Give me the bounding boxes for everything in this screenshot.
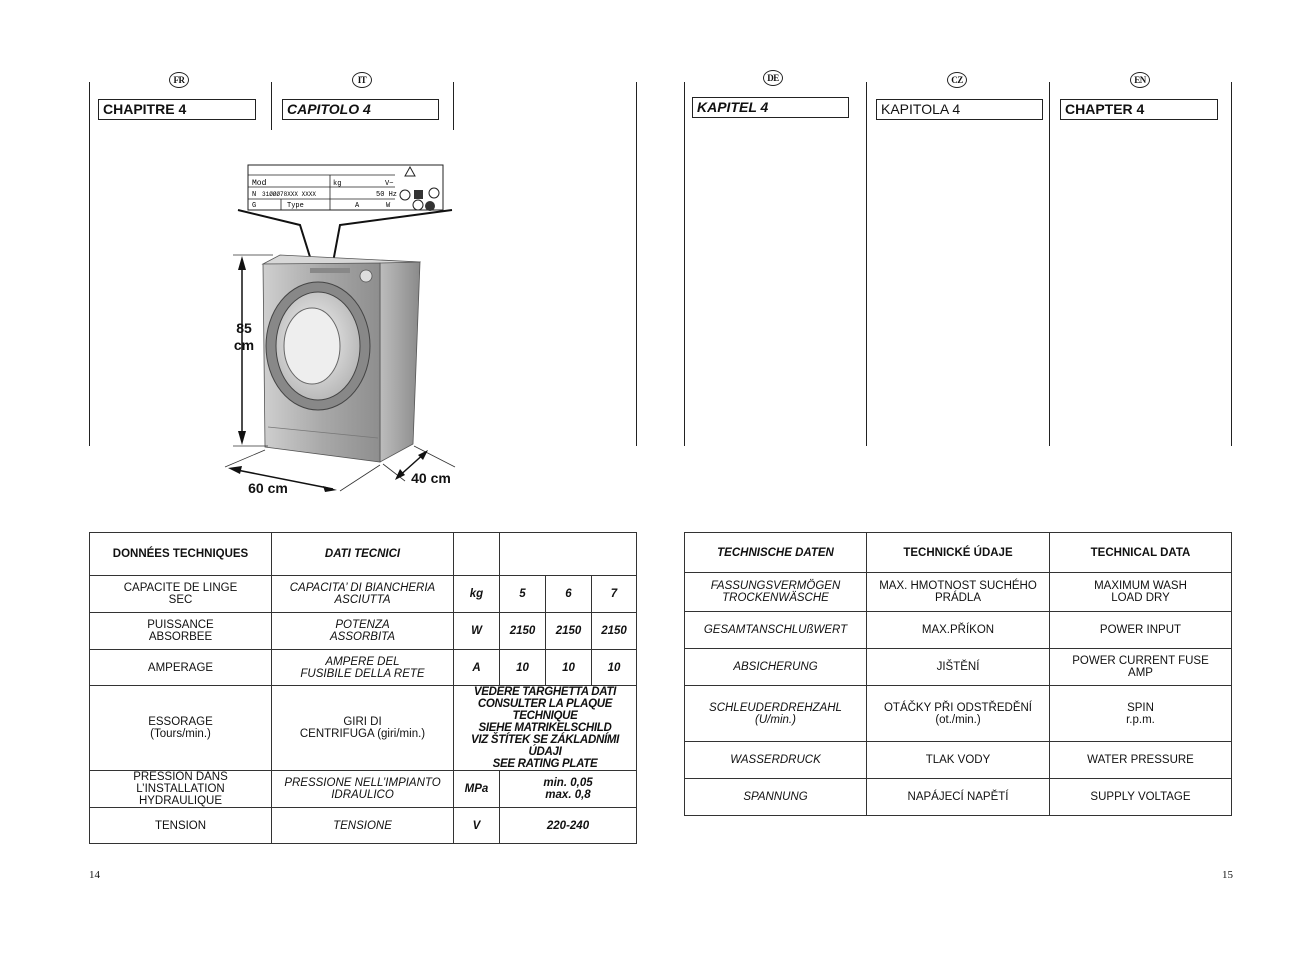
header-de: TECHNISCHE DATEN bbox=[685, 533, 867, 573]
plate-v-label: V~ bbox=[385, 180, 394, 188]
cell-value: 2150 bbox=[546, 613, 592, 650]
flag-en-icon: EN bbox=[1130, 72, 1150, 88]
table-row bbox=[90, 576, 637, 613]
cell-value: 7 bbox=[592, 576, 637, 613]
header-unit-empty bbox=[454, 533, 500, 576]
header-cz: TECHNICKÉ ÚDAJE bbox=[867, 533, 1050, 573]
cell-it: AMPERE DEL FUSIBILE DELLA RETE bbox=[272, 650, 454, 686]
safety-mark-icon bbox=[425, 201, 435, 211]
chapter-it: CAPITOLO 4 bbox=[282, 99, 439, 120]
cell-de: WASSERDRUCK bbox=[685, 742, 867, 779]
header-it: DATI TECNICI bbox=[272, 533, 454, 576]
left-column-divider-1 bbox=[89, 82, 90, 446]
cell-value: 2150 bbox=[592, 613, 637, 650]
cell-it: TENSIONE bbox=[272, 808, 454, 844]
cell-unit: V bbox=[454, 808, 500, 844]
plate-type-label: Type bbox=[287, 202, 304, 210]
cell-it: POTENZA ASSORBITA bbox=[272, 613, 454, 650]
left-column-divider-2 bbox=[271, 82, 272, 130]
cell-unit: MPa bbox=[454, 771, 500, 808]
left-column-divider-3 bbox=[453, 82, 454, 130]
cell-value: 2150 bbox=[500, 613, 546, 650]
cell-value: 10 bbox=[546, 650, 592, 686]
chapter-en: CHAPTER 4 bbox=[1060, 99, 1218, 120]
cell-en: SUPPLY VOLTAGE bbox=[1050, 779, 1232, 816]
plate-serial-prefix: N bbox=[252, 191, 257, 199]
cell-cz: NAPÁJECÍ NAPĚTÍ bbox=[867, 779, 1050, 816]
plate-g-label: G bbox=[252, 202, 257, 210]
cell-de: SPANNUNG bbox=[685, 779, 867, 816]
cell-cz: MAX.PŘÍKON bbox=[867, 612, 1050, 649]
table-header-row bbox=[685, 533, 1232, 573]
plate-kg-label: kg bbox=[333, 180, 342, 188]
height-dimension-label: 85 cm bbox=[233, 320, 255, 353]
cell-cz: JIŠTĚNÍ bbox=[867, 649, 1050, 686]
flag-it-icon: IT bbox=[352, 72, 372, 88]
table-row bbox=[685, 742, 1232, 779]
cell-fr: ESSORAGE (Tours/min.) bbox=[90, 686, 272, 771]
cell-en: MAXIMUM WASH LOAD DRY bbox=[1050, 573, 1232, 612]
cell-en: POWER CURRENT FUSE AMP bbox=[1050, 649, 1232, 686]
cell-value: min. 0,05 max. 0,8 bbox=[500, 771, 637, 808]
weee-bin-icon bbox=[414, 190, 423, 199]
cell-en: WATER PRESSURE bbox=[1050, 742, 1232, 779]
table-row bbox=[90, 613, 637, 650]
cell-fr: PUISSANCE ABSORBEE bbox=[90, 613, 272, 650]
cell-de: GESAMTANSCHLUßWERT bbox=[685, 612, 867, 649]
cell-de: SCHLEUDERDREHZAHL (U/min.) bbox=[685, 686, 867, 742]
flag-de-icon: DE bbox=[763, 70, 783, 86]
plate-a-label: A bbox=[355, 202, 360, 210]
depth-dimension-label: 40 cm bbox=[411, 470, 451, 486]
cell-fr: PRESSION DANS L’INSTALLATION HYDRAULIQUE bbox=[90, 771, 272, 808]
plate-mod-label: Mod bbox=[252, 179, 267, 188]
right-column-divider-4 bbox=[1231, 82, 1232, 446]
cell-it: PRESSIONE NELL’IMPIANTO IDRAULICO bbox=[272, 771, 454, 808]
page-number-left: 14 bbox=[89, 869, 100, 881]
cell-cz: MAX. HMOTNOST SUCHÉHO PRÁDLA bbox=[867, 573, 1050, 612]
plate-hz-label: 50 Hz bbox=[376, 191, 398, 199]
chapter-de: KAPITEL 4 bbox=[692, 97, 849, 118]
table-row bbox=[685, 612, 1232, 649]
cell-de: ABSICHERUNG bbox=[685, 649, 867, 686]
header-fr: DONNÉES TECHNIQUES bbox=[90, 533, 272, 576]
width-dimension-label: 60 cm bbox=[248, 480, 288, 496]
page-number-right: 15 bbox=[1222, 869, 1233, 881]
chapter-cz: KAPITOLA 4 bbox=[876, 99, 1043, 120]
cell-value: 6 bbox=[546, 576, 592, 613]
header-en: TECHNICAL DATA bbox=[1050, 533, 1232, 573]
chapter-fr: CHAPITRE 4 bbox=[98, 99, 256, 120]
cell-value: 10 bbox=[592, 650, 637, 686]
cell-unit: kg bbox=[454, 576, 500, 613]
flag-fr-icon: FR bbox=[169, 72, 189, 88]
cell-cz: TLAK VODY bbox=[867, 742, 1050, 779]
table-row bbox=[90, 686, 637, 771]
cell-value: 10 bbox=[500, 650, 546, 686]
rating-plate-note: VEDERE TARGHETTA DATI CONSULTER LA PLAQUE TECHNIQUE SIEHE MATRIKELSCHILD VIZ ŠTÍTEK SE ZÁKLADNÍMI ÚDAJI SEE RATING PLATE bbox=[454, 686, 637, 771]
right-column-divider-3 bbox=[1049, 82, 1050, 446]
cell-unit: W bbox=[454, 613, 500, 650]
left-column-divider-4 bbox=[636, 82, 637, 446]
table-row bbox=[90, 771, 637, 808]
cell-it-italic: GIRI DI CENTRIFUGA bbox=[299, 716, 382, 740]
technical-data-table-right bbox=[684, 532, 1232, 816]
right-column-divider-1 bbox=[684, 82, 685, 446]
technical-data-table-left bbox=[89, 532, 637, 844]
cell-it-plain: (giri/min.) bbox=[374, 728, 426, 740]
cell-it bbox=[272, 686, 454, 771]
cell-de: FASSUNGSVERMÖGEN TROCKENWÄSCHE bbox=[685, 573, 867, 612]
table-row bbox=[685, 573, 1232, 612]
table-row bbox=[90, 808, 637, 844]
cell-en: SPIN r.p.m. bbox=[1050, 686, 1232, 742]
right-column-divider-2 bbox=[866, 82, 867, 446]
cell-fr: TENSION bbox=[90, 808, 272, 844]
table-row bbox=[685, 779, 1232, 816]
table-header-row bbox=[90, 533, 637, 576]
cell-unit: A bbox=[454, 650, 500, 686]
cell-fr: AMPERAGE bbox=[90, 650, 272, 686]
cell-value: 220-240 bbox=[500, 808, 637, 844]
cell-cz: OTÁČKY PŘI ODSTŘEDĚNÍ (ot./min.) bbox=[867, 686, 1050, 742]
flag-cz-icon: CZ bbox=[947, 72, 967, 88]
rating-plate bbox=[248, 165, 443, 211]
plate-w-label: W bbox=[386, 202, 391, 210]
table-row bbox=[685, 686, 1232, 742]
table-row bbox=[685, 649, 1232, 686]
cell-it: CAPACITA’ DI BIANCHERIA ASCIUTTA bbox=[272, 576, 454, 613]
plate-serial: 31ØØØ78XXX XXXX bbox=[262, 191, 317, 198]
cell-fr: CAPACITE DE LINGE SEC bbox=[90, 576, 272, 613]
cell-value: 5 bbox=[500, 576, 546, 613]
header-values-empty bbox=[500, 533, 637, 576]
table-row bbox=[90, 650, 637, 686]
cell-en: POWER INPUT bbox=[1050, 612, 1232, 649]
